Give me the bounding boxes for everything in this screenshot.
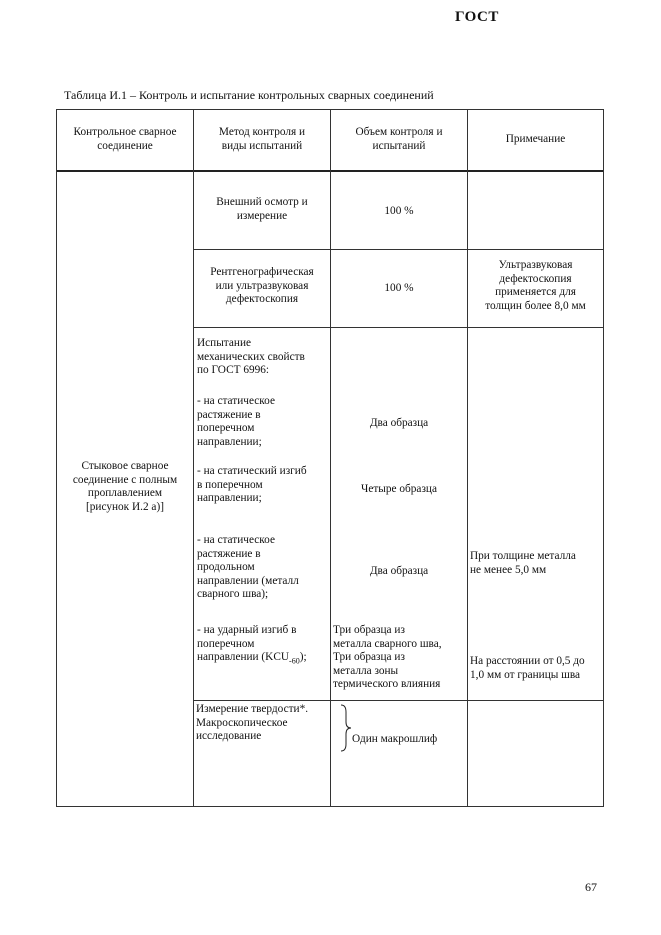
control-table bbox=[56, 109, 604, 807]
table-caption: Таблица И.1 – Контроль и испытание контрольных сварных соединений bbox=[64, 88, 434, 102]
volume-visual-inspection: 100 % bbox=[384, 205, 414, 217]
note-ndt: Ультразвуковая дефектоскопия применяется для толщин более 8,0 мм bbox=[485, 259, 586, 312]
method-ndt: Рентгенографическая или ультразвуковая дефектоскопия bbox=[210, 266, 314, 305]
volume-static-tension-transverse: Два образца bbox=[369, 417, 429, 429]
curly-brace-icon bbox=[339, 704, 353, 752]
method-static-tension-transverse: - на статическое растяжение в поперечном направлении; bbox=[197, 395, 275, 448]
page-number: 67 bbox=[585, 880, 597, 894]
method-impact-bend: - на ударный изгиб в поперечном направлении $(KCU_{-60})$; bbox=[197, 624, 307, 666]
column-header-joint: Контрольное сварное соединение bbox=[73, 126, 177, 152]
volume-static-tension-longitudinal: Два образца bbox=[369, 565, 429, 577]
method-visual-inspection: Внешний осмотр и измерение bbox=[216, 196, 308, 222]
joint-type-cell: Стыковое сварное соединение с полным проплавлением [рисунок И.2 а)] bbox=[72, 460, 178, 513]
column-header-note: Примечание bbox=[505, 133, 566, 145]
note-static-tension-longitudinal: При толщине металла не менее 5,0 мм bbox=[470, 550, 576, 576]
method-static-bend: - на статический изгиб в поперечном направлении; bbox=[197, 465, 307, 504]
column-header-method: Метод контроля и виды испытаний bbox=[218, 126, 306, 152]
method-mechanical-intro: Испытание механических свойств по ГОСТ 6996: bbox=[197, 337, 305, 376]
volume-static-bend: Четыре образца bbox=[361, 483, 437, 495]
note-impact-bend: На расстоянии от 0,5 до 1,0 мм от границы шва bbox=[470, 655, 585, 681]
column-header-volume: Объем контроля и испытаний bbox=[355, 126, 443, 152]
volume-ndt: 100 % bbox=[384, 282, 414, 294]
method-static-tension-longitudinal: - на статическое растяжение в продольном направлении (металл сварного шва); bbox=[197, 534, 299, 600]
method-hardness-macro: Измерение твердости*. Макроскопическое исследование bbox=[196, 703, 309, 742]
volume-hardness-macro: Один макрошлиф bbox=[352, 733, 438, 745]
document-header: ГОСТ bbox=[455, 9, 499, 25]
volume-impact-bend: Три образца из металла сварного шва, Три образца из металла зоны термического влияния bbox=[333, 624, 442, 690]
